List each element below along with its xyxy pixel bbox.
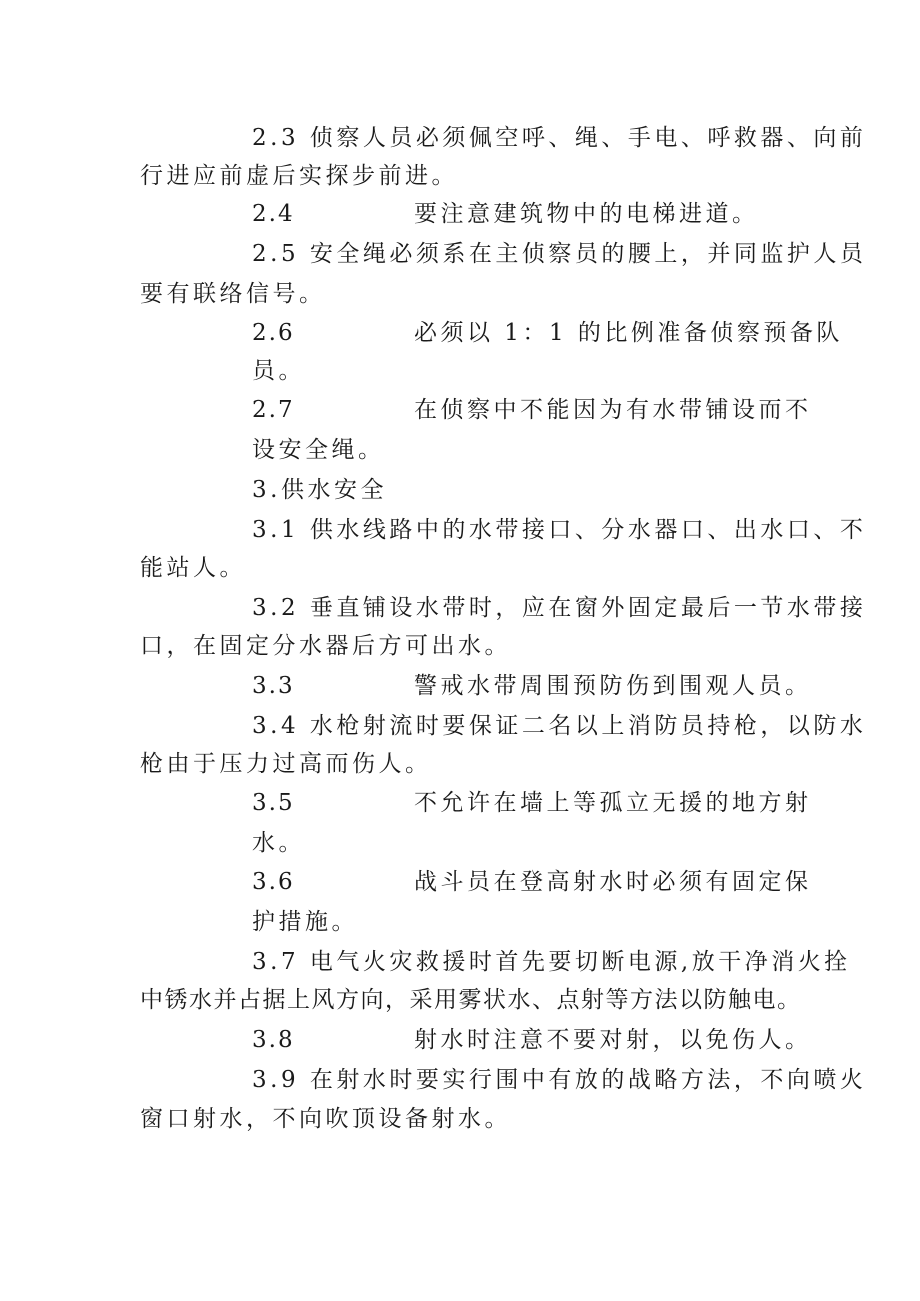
para-2-7-line1: 在侦察中不能因为有水带铺设而不: [414, 397, 812, 423]
para-2-4-text: 要注意建筑物中的电梯进道。: [414, 201, 759, 227]
para-3-7-line1: 3.7 电气火灾救援时首先要切断电源,放干净消火拴: [252, 949, 851, 975]
para-2-5-line1: 2.5 安全绳必须系在主侦察员的腰上，并同监护人员: [252, 241, 867, 267]
para-3-3-text: 警戒水带周围预防伤到围观人员。: [414, 673, 812, 699]
para-2-7-number: 2.7: [252, 397, 295, 423]
para-3-2-line2: 口，在固定分水器后方可出水。: [140, 633, 511, 659]
para-2-4-number: 2.4: [252, 201, 295, 227]
para-2-6-number: 2.6: [252, 320, 295, 346]
para-3-3-number: 3.3: [252, 673, 295, 699]
para-2-3-line2: 行进应前虚后实探步前进。: [140, 163, 458, 189]
para-2-7-line2: 设安全绳。: [252, 437, 385, 463]
para-3-9-line1: 3.9 在射水时要实行围中有放的战略方法，不向喷火: [252, 1067, 867, 1093]
para-3-1-line2: 能站人。: [140, 555, 246, 581]
para-3-4-line2: 枪由于压力过高而伤人。: [140, 751, 432, 777]
para-2-5-line2: 要有联络信号。: [140, 281, 326, 307]
para-3-5-number: 3.5: [252, 790, 295, 816]
para-3-9-line2: 窗口射水，不向吹顶设备射水。: [140, 1106, 511, 1132]
para-3-6-line2: 护措施。: [252, 909, 358, 935]
para-3-7-line2: 中锈水并占据上风方向，采用雾状水、点射等方法以防触电。: [140, 987, 802, 1013]
para-3-6-number: 3.6: [252, 869, 295, 895]
para-2-3-line1: 2.3 侦察人员必须佩空呼、绳、手电、呼救器、向前: [252, 125, 867, 151]
para-3-2-line1: 3.2 垂直铺设水带时，应在窗外固定最后一节水带接: [252, 595, 867, 621]
para-3-8-text: 射水时注意不要对射，以免伤人。: [414, 1027, 812, 1053]
para-3-1-line1: 3.1 供水线路中的水带接口、分水器口、出水口、不: [252, 517, 867, 543]
section-3-heading: 3.供水安全: [252, 477, 387, 503]
para-3-4-line1: 3.4 水枪射流时要保证二名以上消防员持枪，以防水: [252, 713, 867, 739]
para-2-6-line2: 员。: [252, 358, 305, 384]
para-3-6-line1: 战斗员在登高射水时必须有固定保: [414, 869, 812, 895]
para-3-5-line1: 不允许在墙上等孤立无援的地方射: [414, 790, 812, 816]
para-3-8-number: 3.8: [252, 1027, 295, 1053]
para-3-5-line2: 水。: [252, 830, 305, 856]
para-2-6-line1: 必须以 1：1 的比例准备侦察预备队: [414, 320, 843, 346]
